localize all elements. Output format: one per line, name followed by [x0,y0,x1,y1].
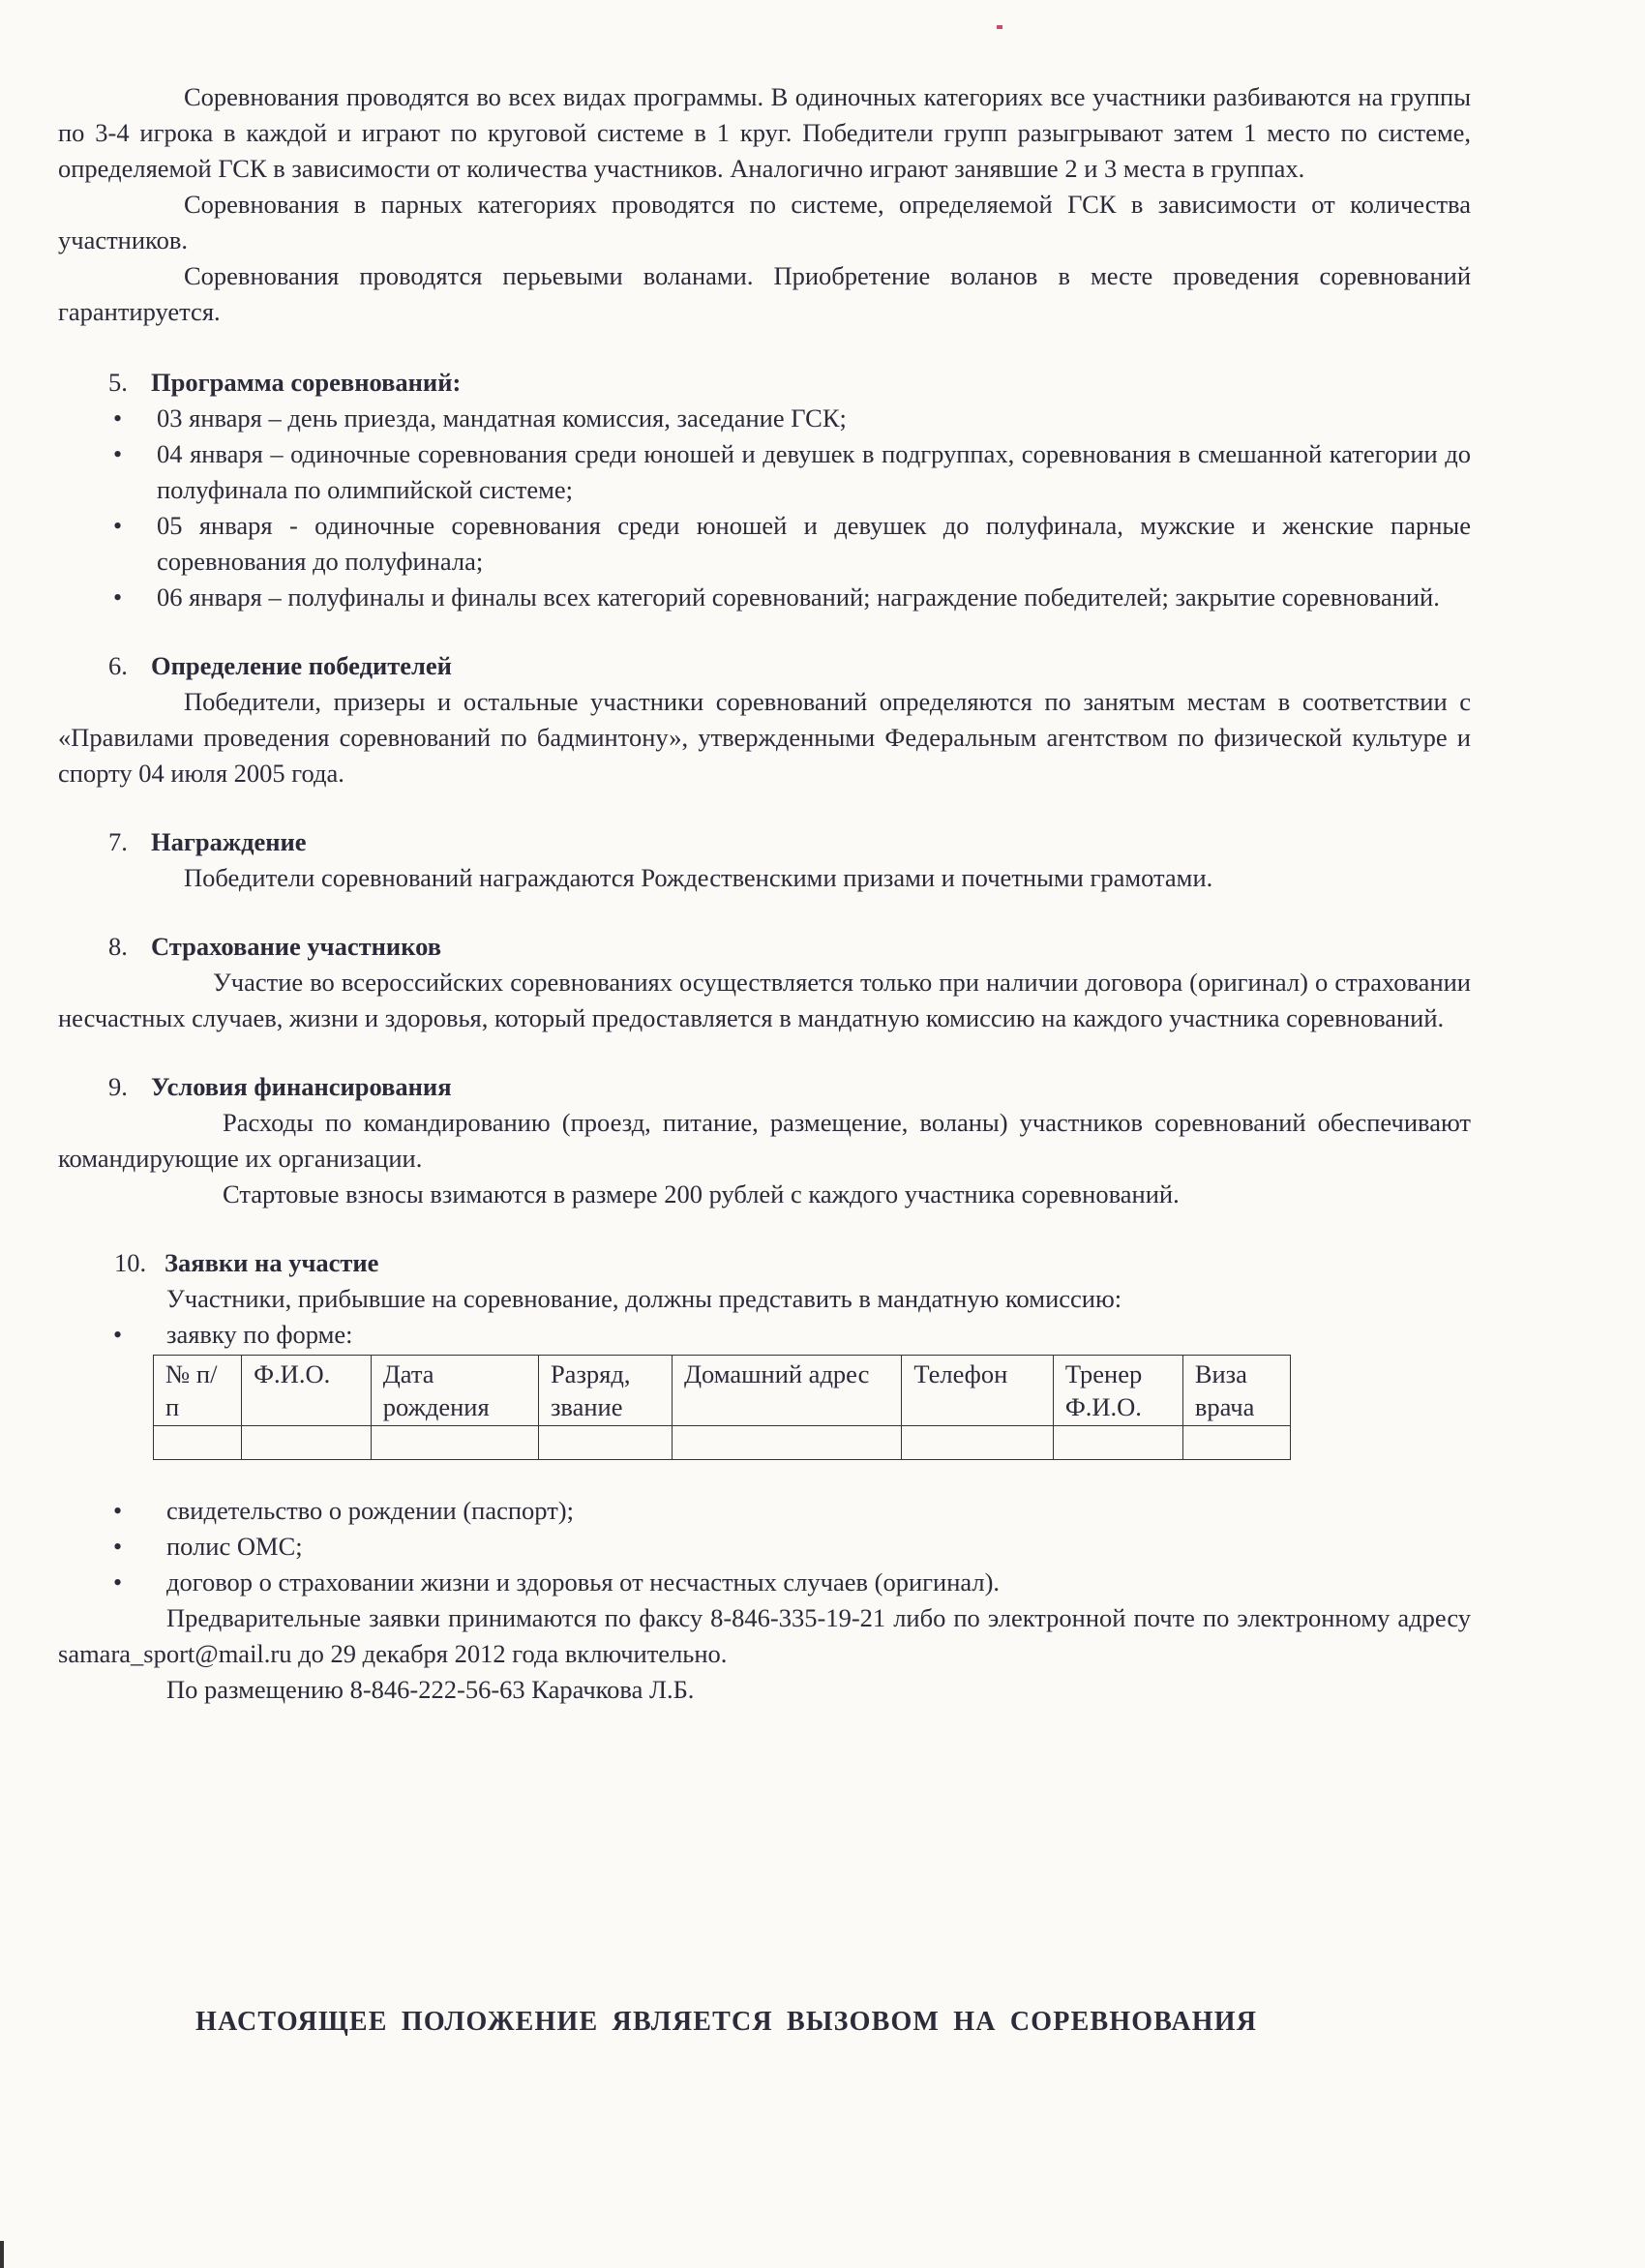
table-header-cell: Ф.И.О. [242,1356,372,1426]
section-heading [108,824,1471,860]
list-item: • 06 января – полуфиналы и финалы всех категорий соревнований; награждение победителей; закрытие соревнований. [58,580,1471,615]
table-cell [242,1426,372,1460]
scan-mark [997,25,1002,29]
section-text: Расходы по командированию (проезд, питание, размещение, воланы) участников соревнований обеспечивают командирующие их организации. [58,1108,1471,1173]
section-awards [58,824,1471,896]
intro-paragraph: Соревнования проводятся во всех видах программы. В одиночных категориях все участники разбиваются на группы по 3-4 игрока в каждой и играют по круговой системе в 1 круг. Победители групп разыгрывают затем 1 место по системе, определяемой ГСК в зависимости от количества участников. Аналогично играют занявшие 2 и 3 места в группах. [58,82,1471,183]
list-item: • свидетельство о рождении (паспорт); [58,1493,1471,1529]
table-cell [154,1426,242,1460]
table-cell [1182,1426,1290,1460]
section-title: Определение победителей [151,651,452,680]
section-text: По размещению 8-846-222-56-63 Карачкова Л.Б. [166,1675,695,1704]
section-text: Стартовые взносы взимаются в размере 200 рублей с каждого участника соревнований. [223,1179,1180,1209]
table-header-cell: № п/п [154,1356,242,1426]
documents-list [58,1493,1471,1600]
table-cell [902,1426,1053,1460]
list-item: • заявку по форме: [58,1317,1471,1353]
application-form-table [153,1355,1291,1460]
section-title: Программа соревнований: [151,368,462,397]
section-program [58,365,1471,615]
table-row [154,1426,1291,1460]
table-header-cell: Виза врача [1182,1356,1290,1426]
section-heading [108,1069,1471,1105]
intro-paragraph: Соревнования проводятся перьевыми воланами. Приобретение воланов в месте проведения соревнований гарантируется. [58,261,1471,326]
section-number: 6. [108,651,128,680]
section-title: Заявки на участие [164,1248,379,1277]
table-cell [672,1426,901,1460]
section-text: Участие во всероссийских соревнованиях осуществляется только при наличии договора (оригинал) о страховании несчастных случаев, жизни и здоровья, который предоставляется в мандатную комиссию на каждого участника соревнований. [58,968,1471,1032]
table-header-cell: Телефон [902,1356,1053,1426]
section-text: Предварительные заявки принимаются по факсу 8-846-335-19-21 либо по электронной почте по электронному адресу samara_sport@mail.ru до 29 декабря 2012 года включительно. [58,1603,1471,1668]
program-list [58,401,1471,615]
section-insurance [58,929,1471,1036]
table-header-row [154,1356,1291,1426]
list-item: • полис ОМС; [58,1529,1471,1565]
section-heading [108,929,1471,965]
section-heading [108,648,1471,684]
table-cell [538,1426,672,1460]
section-text: Участники, прибывшие на соревнование, должны представить в мандатную комиссию: [166,1284,1122,1313]
list-item: • договор о страховании жизни и здоровья от несчастных случаев (оригинал). [58,1565,1471,1600]
section-number: 7. [108,827,128,856]
section-title: Условия финансирования [151,1072,452,1101]
documents-list [58,1317,1471,1353]
list-item: • 04 января – одиночные соревнования среди юношей и девушек в подгруппах, соревнования в смешанной категории до полуфинала по олимпийской системе; [58,436,1471,508]
section-applications [58,1245,1471,1708]
section-heading [108,365,1471,401]
section-number: 9. [108,1072,128,1101]
list-item: • 03 января – день приезда, мандатная комиссия, заседание ГСК; [58,401,1471,436]
section-title: Награждение [151,827,307,856]
intro-paragraph: Соревнования в парных категориях проводятся по системе, определяемой ГСК в зависимости от количества участников. [58,190,1471,254]
section-text: Победители, призеры и остальные участники соревнований определяются по занятым местам в соответствии с «Правилами проведения соревнований по бадминтону», утвержденными Федеральным агентством по физической культуре и спорту 04 июля 2005 года. [58,687,1471,788]
scan-mark [0,2241,4,2268]
table-cell [1053,1426,1182,1460]
table-header-cell: Дата рождения [371,1356,538,1426]
section-text: Победители соревнований награждаются Рождественскими призами и почетными грамотами. [184,863,1213,892]
section-number: 5. [108,368,128,397]
section-title: Страхование участников [151,932,442,961]
footer-statement: НАСТОЯЩЕЕ ПОЛОЖЕНИЕ ЯВЛЯЕТСЯ ВЫЗОВОМ НА СОРЕВНОВАНИЯ [195,2007,1258,2037]
section-financing [58,1069,1471,1212]
section-number: 10. [114,1248,147,1277]
table-header-cell: Разряд, звание [538,1356,672,1426]
list-item: • 05 января - одиночные соревнования среди юношей и девушек до полуфинала, мужские и женские парные соревнования до полуфинала; [58,508,1471,580]
section-number: 8. [108,932,128,961]
document-body [58,79,1471,1708]
section-heading [114,1245,1471,1281]
section-winners [58,648,1471,791]
table-header-cell: Тренер Ф.И.О. [1053,1356,1182,1426]
table-cell [371,1426,538,1460]
table-header-cell: Домашний адрес [672,1356,901,1426]
